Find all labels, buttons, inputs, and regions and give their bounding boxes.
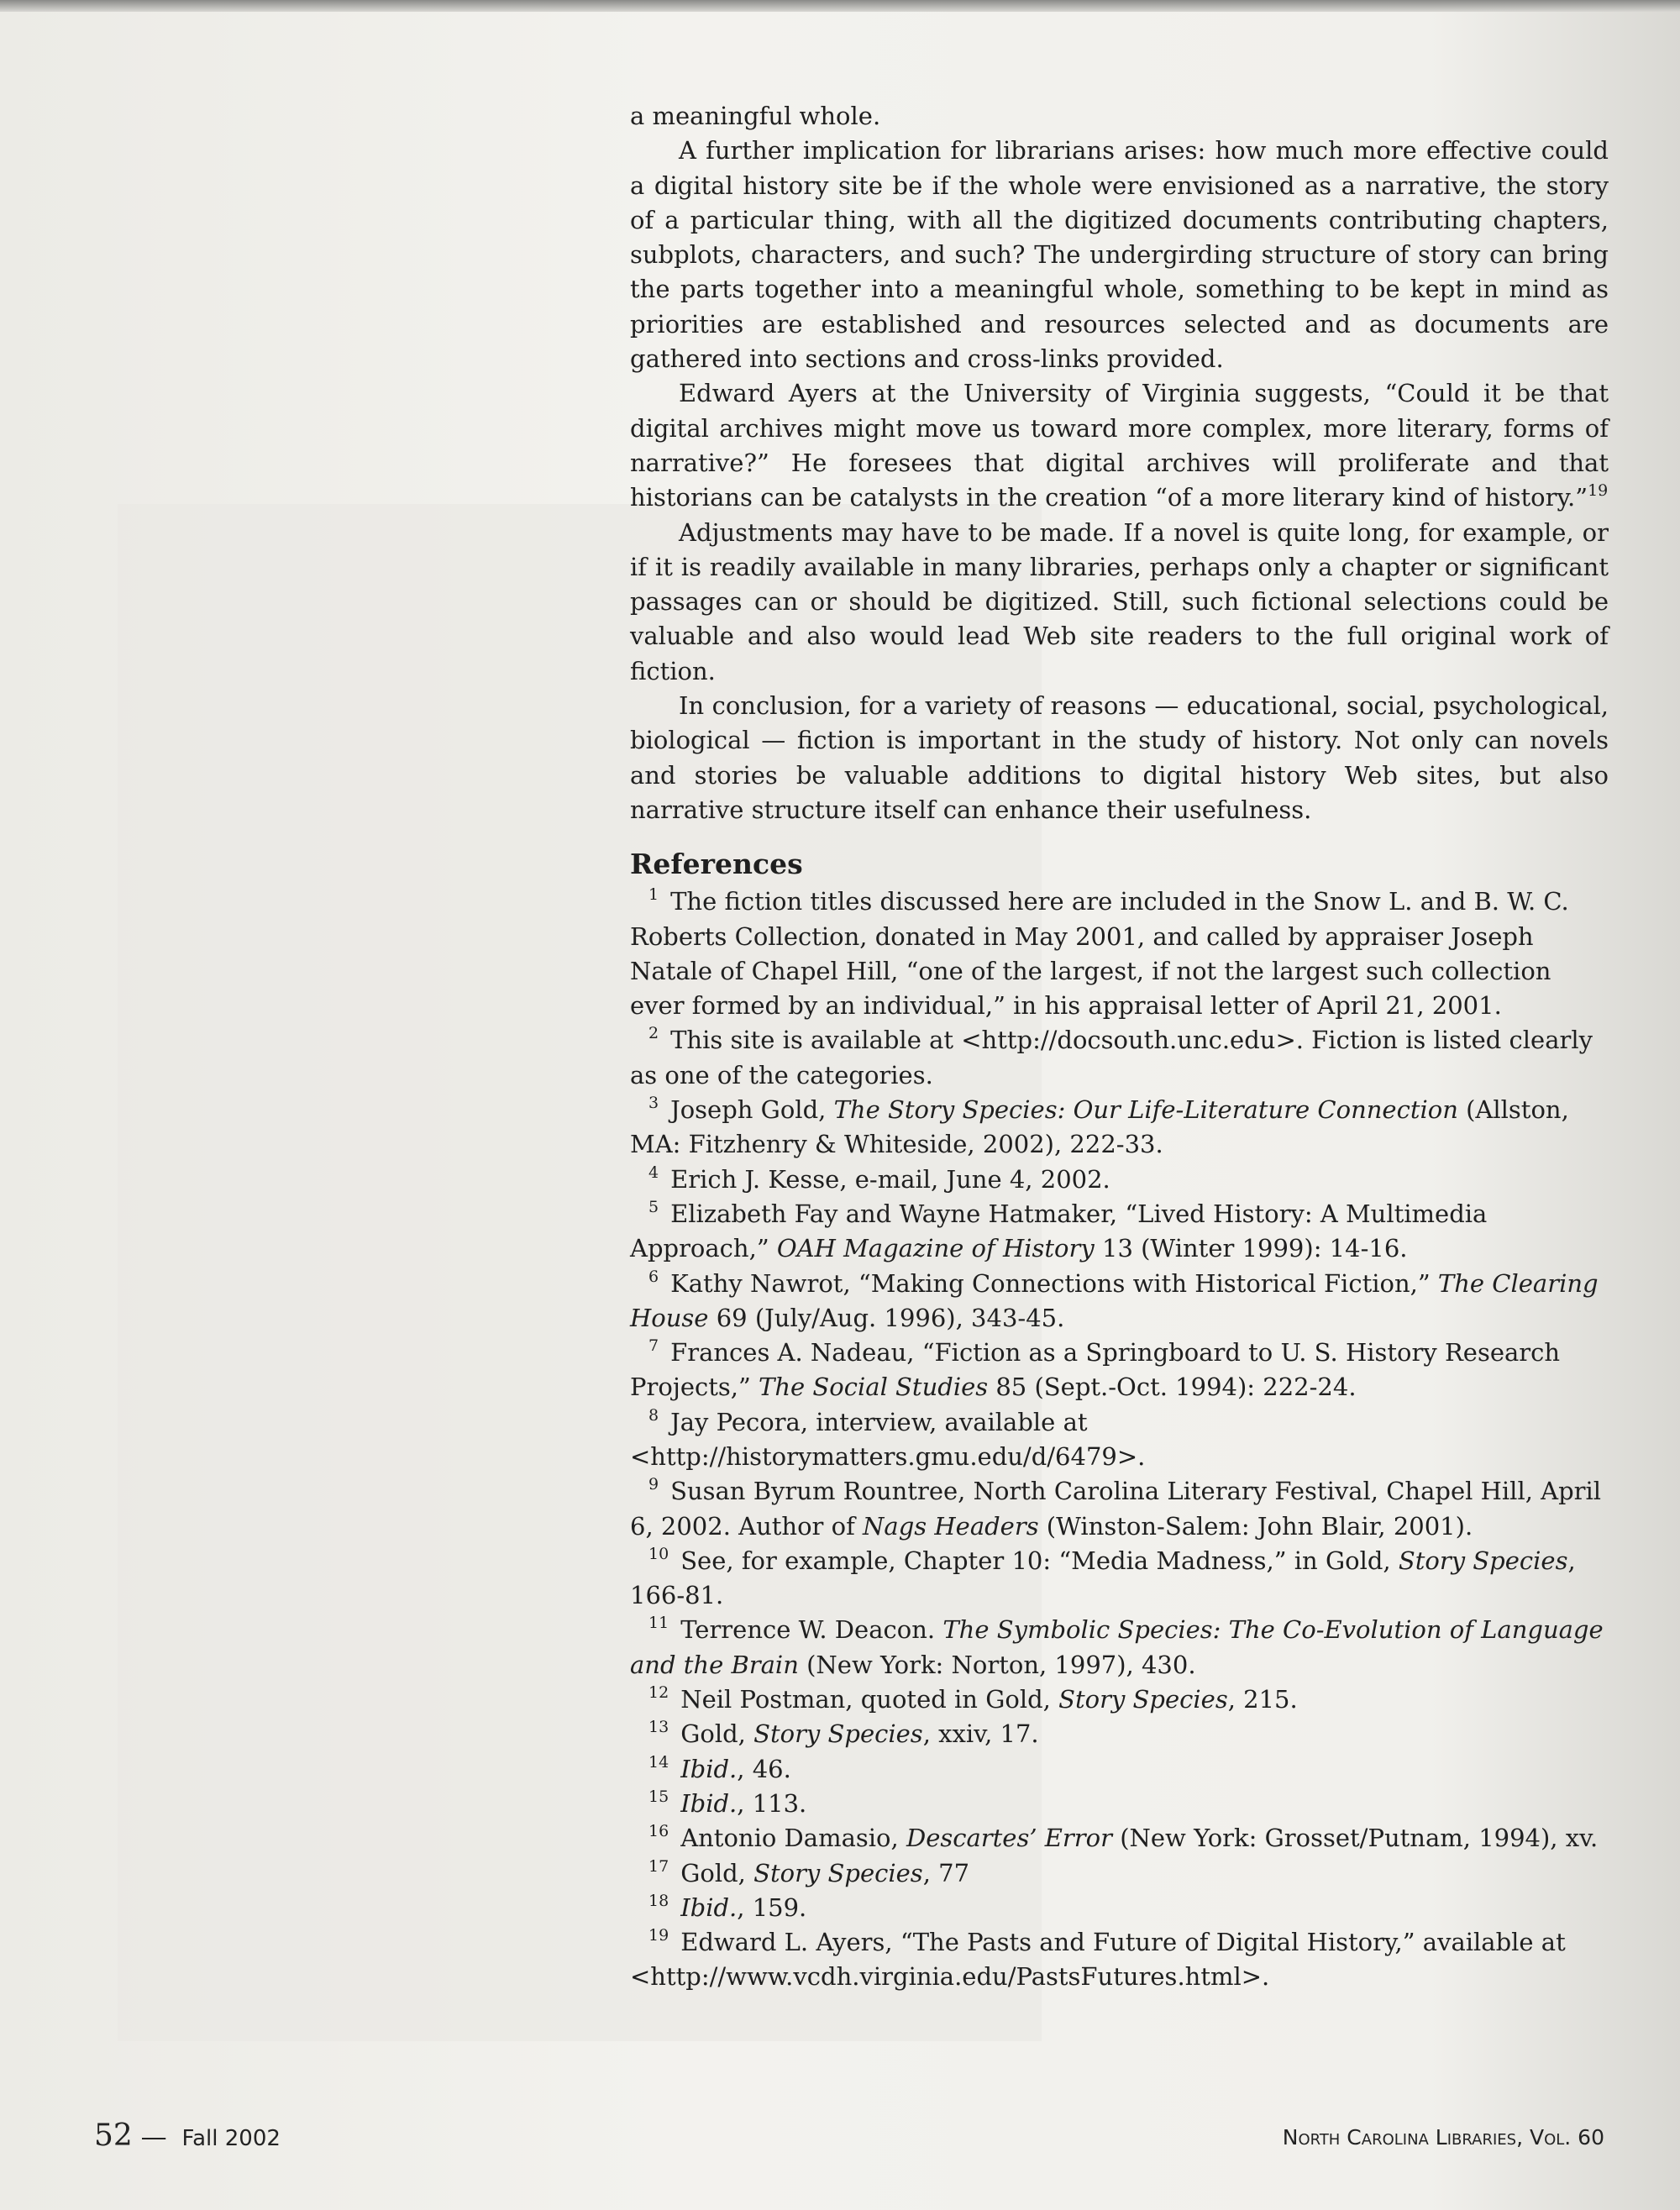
reference-number: 9 xyxy=(648,1475,659,1494)
reference-text: Erich J. Kesse, e-mail, June 4, 2002. xyxy=(670,1164,1110,1194)
footnote-marker: 19 xyxy=(1588,481,1609,501)
reference-title: Story Species xyxy=(1398,1546,1568,1575)
reference-text: 69 (July/Aug. 1996), 343-45. xyxy=(708,1303,1065,1332)
reference-text: , 46. xyxy=(737,1754,791,1783)
reference-item xyxy=(630,1405,1609,1475)
reference-item xyxy=(630,1821,1609,1856)
body-paragraph-3-text: Edward Ayers at the University of Virginia suggests, “Could it be that digital archives might move us toward more complex, more literary, forms of narrative?” He foresees that digital archives will proliferate and that historians can be catalysts in the creation “of a more literary kind of history.” xyxy=(630,379,1609,512)
body-paragraph-3 xyxy=(630,376,1609,515)
reference-item xyxy=(630,1682,1609,1717)
scan-top-edge xyxy=(0,0,1680,12)
reference-text: The fiction titles discussed here are included in the Snow L. and B. W. C. Roberts Collection, donated in May 2001, and called by appraiser Joseph Natale of Chapel Hill, “one of the largest, if not the largest such collection ever formed by an individual,” in his appraisal letter of April 21, 2001. xyxy=(630,887,1569,1021)
reference-text: Edward L. Ayers, “The Pasts and Future of Digital History,” available at <http://www.vcdh.virginia.edu/PastsFutures.html>. xyxy=(630,1928,1566,1992)
reference-text: Kathy Nawrot, “Making Connections with Historical Fiction,” xyxy=(670,1268,1438,1298)
footer-left xyxy=(94,2118,281,2153)
reference-text: (Allston, MA: Fitzhenry & Whiteside, 2002), 222-33. xyxy=(630,1095,1569,1159)
reference-number: 12 xyxy=(648,1683,669,1703)
reference-title: The Clearing House xyxy=(630,1268,1599,1332)
reference-text: 13 (Winter 1999): 14-16. xyxy=(1094,1234,1408,1263)
reference-number: 1 xyxy=(648,885,659,905)
reference-item xyxy=(630,1787,1609,1821)
reference-text: Neil Postman, quoted in Gold, xyxy=(680,1685,1059,1714)
references-list xyxy=(630,885,1609,1995)
reference-number: 18 xyxy=(648,1891,669,1910)
reference-number: 17 xyxy=(648,1856,669,1876)
reference-number: 16 xyxy=(648,1822,669,1841)
reference-title: Descartes’ Error xyxy=(906,1824,1112,1853)
reference-number: 11 xyxy=(648,1614,669,1633)
reference-title: Ibid. xyxy=(680,1754,738,1783)
reference-number: 10 xyxy=(648,1544,669,1563)
reference-text: Jay Pecora, interview, available at <http://historymatters.gmu.edu/d/6479>. xyxy=(630,1407,1146,1471)
reference-number: 2 xyxy=(648,1024,659,1043)
reference-title: Ibid. xyxy=(680,1892,738,1922)
reference-text: (New York: Grosset/Putnam, 1994), xv. xyxy=(1111,1824,1599,1853)
reference-text: , 77 xyxy=(922,1858,970,1887)
reference-item xyxy=(630,1474,1609,1544)
references-heading: References xyxy=(630,848,803,881)
reference-text: , 159. xyxy=(737,1892,807,1922)
reference-item xyxy=(630,1752,1609,1787)
reference-item xyxy=(630,1925,1609,1995)
reference-item xyxy=(630,1267,1609,1336)
reference-title: The Story Species: Our Life-Literature Connection xyxy=(833,1095,1458,1125)
reference-item xyxy=(630,1856,1609,1891)
reference-text: (Winston-Salem: John Blair, 2001). xyxy=(1038,1511,1473,1541)
reference-item xyxy=(630,1544,1609,1614)
reference-number: 3 xyxy=(648,1094,659,1113)
issue-season: Fall 2002 xyxy=(181,2126,281,2151)
reference-title: OAH Magazine of History xyxy=(776,1234,1095,1263)
reference-text: Susan Byrum Rountree, North Carolina Literary Festival, Chapel Hill, April 6, 2002. Author of xyxy=(630,1477,1602,1541)
reference-text: Terrence W. Deacon. xyxy=(680,1615,943,1645)
reference-text: Gold, xyxy=(680,1858,754,1887)
reference-title: Story Species xyxy=(1058,1685,1228,1714)
reference-text: Gold, xyxy=(680,1719,754,1749)
reference-number: 19 xyxy=(648,1926,669,1945)
reference-number: 13 xyxy=(648,1718,669,1737)
reference-item xyxy=(630,1717,1609,1751)
page-number: 52 xyxy=(94,2118,133,2153)
reference-item xyxy=(630,885,1609,1023)
reference-title: Story Species xyxy=(753,1719,923,1749)
footer-dash: — xyxy=(140,2122,167,2152)
reference-text: Frances A. Nadeau, “Fiction as a Springboard to U. S. History Research Projects,” xyxy=(630,1338,1561,1402)
reference-text: , 166-81. xyxy=(630,1546,1576,1610)
reference-text: Joseph Gold, xyxy=(670,1095,834,1125)
reference-title: The Symbolic Species: The Co-Evolution of Language and the Brain xyxy=(630,1615,1604,1679)
reference-number: 14 xyxy=(648,1752,669,1772)
body-paragraph-2: A further implication for librarians arises: how much more effective could a digital history site be if the whole were envisioned as a narrative, the story of a particular thing, with all the digitized documents contributing chapters, subplots, characters, and such? The undergirding structure of story can bring the parts together into a meaningful whole, something to be kept in mind as priorities are established and resources selected and as documents are gathered into sections and cross-links provided. xyxy=(630,136,1609,374)
reference-number: 4 xyxy=(648,1163,659,1182)
body-paragraph-4: Adjustments may have to be made. If a novel is quite long, for example, or if it is readily available in many libraries, perhaps only a chapter or significant passages can or should be digitized. Still, such fictional selections could be valuable and also would lead Web site readers to the full original work of fiction. xyxy=(630,517,1609,685)
reference-title: The Social Studies xyxy=(759,1373,989,1402)
reference-item xyxy=(630,1336,1609,1405)
reference-item xyxy=(630,1093,1609,1163)
reference-text: Antonio Damasio, xyxy=(680,1824,906,1853)
article-column xyxy=(630,99,1609,1995)
reference-title: Nags Headers xyxy=(863,1511,1039,1541)
reference-text: This site is available at <http://docsouth.unc.edu>. Fiction is listed clearly as one of the categories. xyxy=(630,1026,1593,1089)
reference-title: Ibid. xyxy=(680,1788,738,1818)
reference-number: 15 xyxy=(648,1787,669,1806)
reference-item xyxy=(630,1613,1609,1682)
reference-item xyxy=(630,1163,1609,1197)
reference-item xyxy=(630,1023,1609,1093)
reference-text: (New York: Norton, 1997), 430. xyxy=(798,1650,1196,1679)
reference-item xyxy=(630,1197,1609,1267)
reference-text: See, for example, Chapter 10: “Media Madness,” in Gold, xyxy=(680,1546,1399,1575)
reference-text: 85 (Sept.-Oct. 1994): 222-24. xyxy=(988,1373,1357,1402)
reference-text: Elizabeth Fay and Wayne Hatmaker, “Lived History: A Multimedia Approach,” xyxy=(630,1199,1488,1263)
reference-number: 8 xyxy=(648,1405,659,1425)
journal-name: North Carolina Libraries, Vol. 60 xyxy=(1282,2125,1604,2150)
reference-number: 6 xyxy=(648,1267,659,1286)
body-paragraph-5: In conclusion, for a variety of reasons — educational, social, psychological, biological — fiction is important in the study of history. Not only can novels and stories be valuable additions to digital history Web sites, but also narrative structure itself can enhance their usefulness. xyxy=(630,691,1609,824)
reference-number: 5 xyxy=(648,1197,659,1216)
reference-text: , xxiv, 17. xyxy=(922,1719,1039,1749)
reference-title: Story Species xyxy=(753,1858,923,1887)
reference-number: 7 xyxy=(648,1336,659,1356)
reference-text: , 113. xyxy=(737,1788,807,1818)
reference-text: , 215. xyxy=(1227,1685,1298,1714)
body-paragraph-1: a meaningful whole. xyxy=(630,102,881,130)
reference-item xyxy=(630,1891,1609,1925)
